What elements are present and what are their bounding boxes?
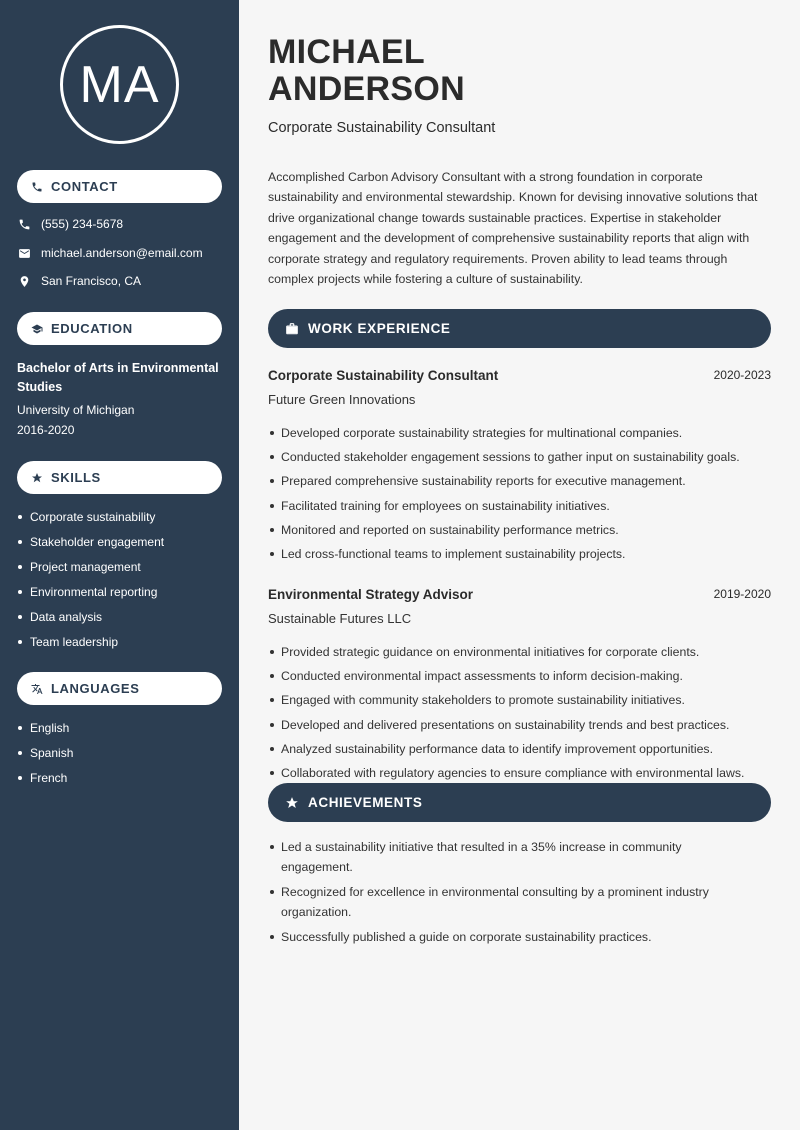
job-title-headline: Corporate Sustainability Consultant xyxy=(268,120,496,136)
skills-list xyxy=(17,509,164,659)
job-1-title: Corporate Sustainability Consultant xyxy=(268,368,499,383)
star-icon xyxy=(285,796,299,810)
job-bullet: Monitored and reported on sustainability performance metrics. xyxy=(268,522,778,538)
languages-heading-label: LANGUAGES xyxy=(51,681,140,696)
job-bullet: Engaged with community stakeholders to promote sustainability initiatives. xyxy=(268,692,778,708)
professional-summary: Accomplished Carbon Advisory Consultant with a strong foundation in corporate sustainability and environmental stewardship. Known for devising innovative solutions that drive organizational change towards sustainable practices. Expertise in stakeholder engagement and the development of comprehensive sustainability reports that align with corporate strategy and regulatory requirements. Proven ability to lead teams through complex projects while fostering a culture of sustainability. xyxy=(268,170,758,287)
job-bullet: Developed corporate sustainability strategies for multinational companies. xyxy=(268,425,778,441)
job-bullet: Analyzed sustainability performance data to identify improvement opportunities. xyxy=(268,741,778,757)
education-degree: Bachelor of Arts in Environmental Studies xyxy=(17,361,219,394)
contact-phone[interactable] xyxy=(17,217,123,231)
job-2-title: Environmental Strategy Advisor xyxy=(268,587,474,602)
languages-list xyxy=(17,720,73,795)
contact-heading-label: CONTACT xyxy=(51,179,118,194)
language-item: French xyxy=(17,770,73,795)
languages-heading xyxy=(17,672,222,705)
job-bullet: Facilitated training for employees on sustainability initiatives. xyxy=(268,498,778,514)
contact-email[interactable] xyxy=(17,246,203,260)
contact-phone-text: (555) 234-5678 xyxy=(41,217,124,231)
language-item: English xyxy=(17,720,73,745)
phone-icon xyxy=(31,181,43,193)
job-1-company: Future Green Innovations xyxy=(268,392,416,407)
job-bullet: Led cross-functional teams to implement sustainability projects. xyxy=(268,546,778,562)
achievements-heading-label: ACHIEVEMENTS xyxy=(308,795,423,810)
contact-location-text: San Francisco, CA xyxy=(41,274,142,288)
achievement-item: Led a sustainability initiative that resulted in a 35% increase in community engagement. xyxy=(268,837,728,877)
job-bullet: Conducted environmental impact assessments to inform decision-making. xyxy=(268,668,778,684)
job-1-dates: 2020-2023 xyxy=(713,368,771,382)
education-heading-label: EDUCATION xyxy=(51,321,133,336)
education-school: University of Michigan xyxy=(17,403,135,417)
sidebar xyxy=(0,0,239,1130)
location-pin-icon xyxy=(17,274,31,288)
language-item: Spanish xyxy=(17,745,73,770)
job-2-bullets xyxy=(268,644,778,789)
skills-heading-label: SKILLS xyxy=(51,470,101,485)
name-first: MICHAEL xyxy=(268,33,425,71)
graduation-cap-icon xyxy=(31,323,43,335)
skill-item: Data analysis xyxy=(17,609,164,634)
contact-email-text: michael.anderson@email.com xyxy=(41,246,203,260)
email-icon xyxy=(17,246,31,260)
achievement-item: Successfully published a guide on corporate sustainability practices. xyxy=(268,927,728,947)
translate-icon xyxy=(31,683,43,695)
job-bullet: Prepared comprehensive sustainability reports for executive management. xyxy=(268,473,778,489)
monogram-avatar: MA xyxy=(60,25,179,144)
person-name xyxy=(268,34,465,108)
name-last: ANDERSON xyxy=(268,70,465,108)
achievements-list xyxy=(268,837,728,952)
skill-item: Stakeholder engagement xyxy=(17,534,164,559)
work-experience-heading xyxy=(268,309,771,348)
work-experience-heading-label: WORK EXPERIENCE xyxy=(308,321,451,336)
briefcase-icon xyxy=(285,322,299,336)
skills-heading xyxy=(17,461,222,494)
job-bullet: Provided strategic guidance on environmental initiatives for corporate clients. xyxy=(268,644,778,660)
contact-heading xyxy=(17,170,222,203)
contact-location xyxy=(17,274,141,288)
achievement-item: Recognized for excellence in environmental consulting by a prominent industry organization. xyxy=(268,882,728,922)
achievements-heading xyxy=(268,783,771,822)
skill-item: Environmental reporting xyxy=(17,584,164,609)
star-icon xyxy=(31,472,43,484)
education-years: 2016-2020 xyxy=(17,423,75,437)
job-1-bullets xyxy=(268,425,778,570)
job-bullet: Conducted stakeholder engagement sessions to gather input on sustainability goals. xyxy=(268,449,778,465)
job-2-company: Sustainable Futures LLC xyxy=(268,611,412,626)
job-bullet: Developed and delivered presentations on sustainability trends and best practices. xyxy=(268,717,778,733)
skill-item: Corporate sustainability xyxy=(17,509,164,534)
job-2-dates: 2019-2020 xyxy=(713,587,771,601)
skill-item: Project management xyxy=(17,559,164,584)
job-bullet: Collaborated with regulatory agencies to ensure compliance with environmental laws. xyxy=(268,765,778,781)
phone-icon xyxy=(17,217,31,231)
education-heading xyxy=(17,312,222,345)
skill-item: Team leadership xyxy=(17,634,164,659)
